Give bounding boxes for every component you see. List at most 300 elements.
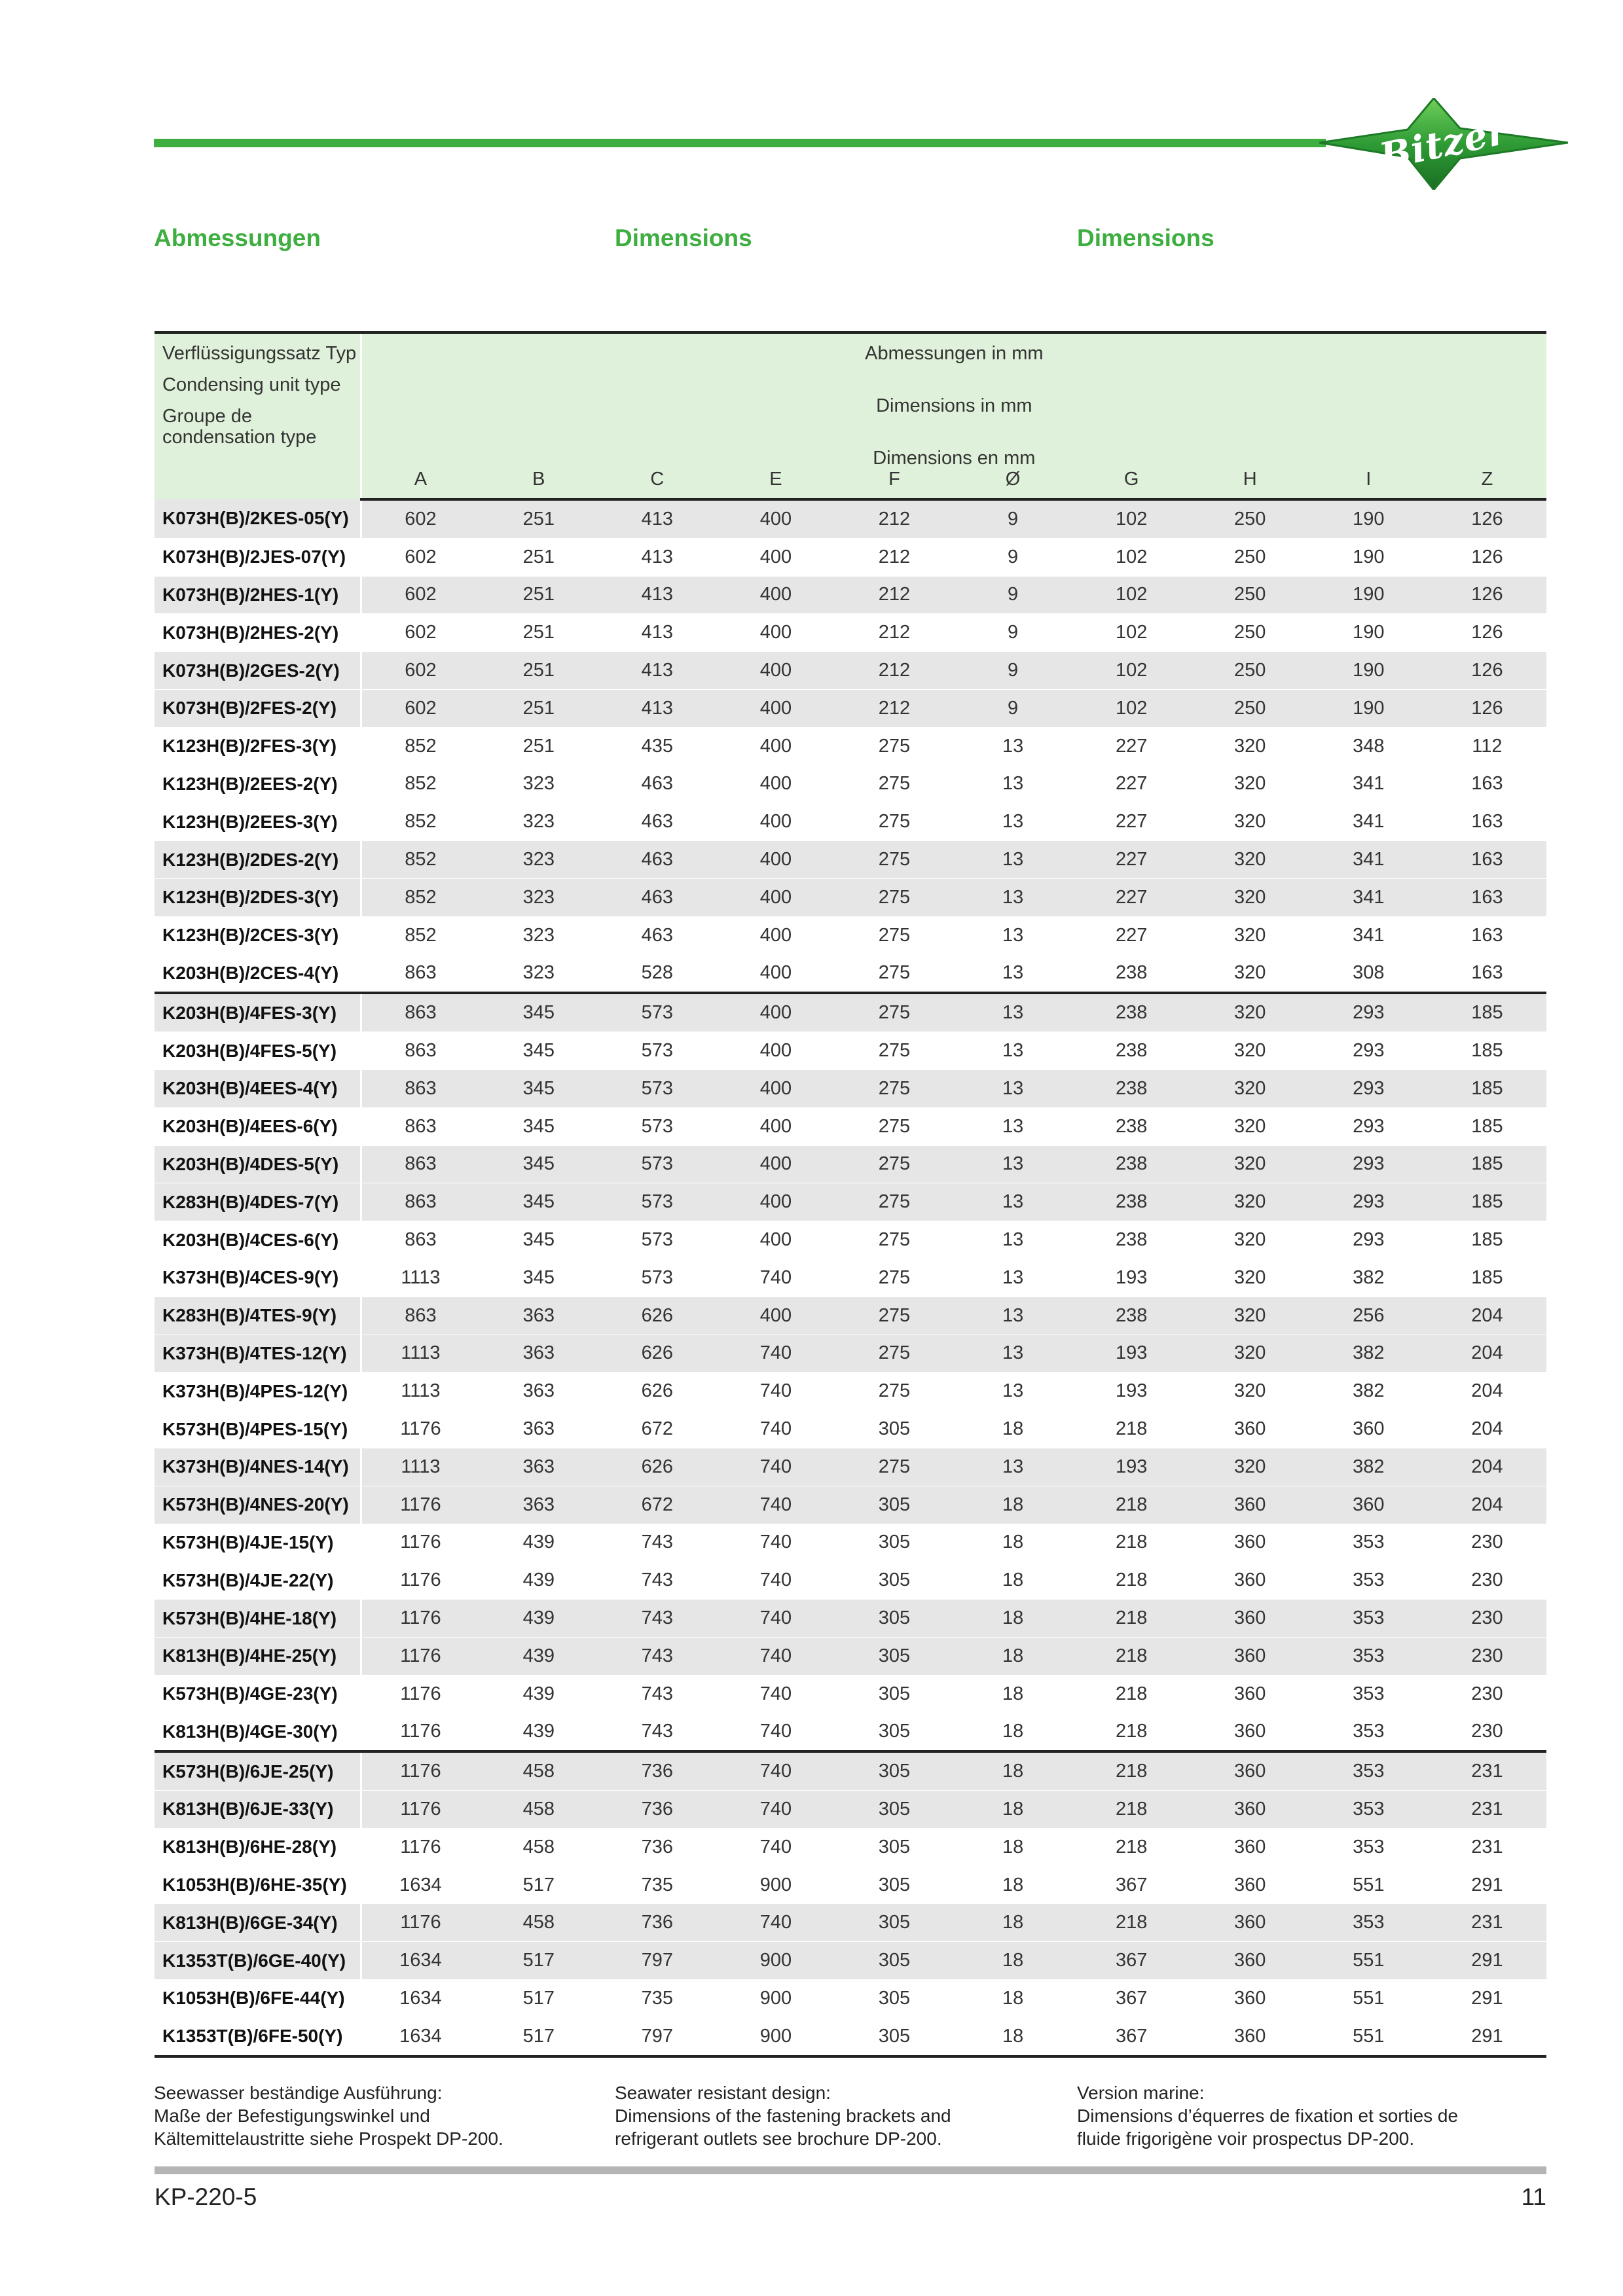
unit-type-cell: K073H(B)/2FES-2(Y) [155,689,361,727]
dimension-cell: 218 [1072,1675,1191,1713]
dimension-cell: 18 [954,1866,1072,1904]
header-green-rule [154,139,1326,147]
table-row [155,1107,1546,1145]
dimension-cell: 305 [835,1562,953,1600]
dimension-cell: 275 [835,1032,953,1070]
dimension-cell: 323 [479,916,598,954]
table-row [155,1069,1546,1107]
dimension-cell: 345 [479,1259,598,1297]
column-header: B [479,469,598,499]
note-english [615,2081,1034,2150]
dimension-cell: 363 [479,1372,598,1410]
type-header-german: Verflüssigungssatz Typ [162,343,357,364]
dimension-cell: 13 [954,1183,1072,1221]
dimension-cell: 573 [598,993,716,1031]
dimension-cell: 413 [598,689,716,727]
type-header-french: Groupe de condensation type [162,406,317,448]
dimension-cell: 1113 [361,1448,479,1486]
dimension-cell: 305 [835,1942,953,1980]
dimension-cell: 275 [835,841,953,879]
dimension-cell: 1176 [361,1791,479,1829]
dimension-cell: 320 [1191,1335,1309,1372]
dimension-cell: 275 [835,1448,953,1486]
dimension-cell: 360 [1191,1828,1309,1866]
dimension-cell: 363 [479,1297,598,1335]
dimension-cell: 900 [716,1980,835,2018]
dimension-cell: 353 [1309,1675,1428,1713]
dimension-cell: 320 [1191,993,1309,1031]
dimension-cell: 345 [479,1069,598,1107]
dimension-cell: 400 [716,1297,835,1335]
dimension-cell: 305 [835,1751,953,1790]
dimension-cell: 439 [479,1600,598,1638]
dimension-cell: 163 [1428,916,1546,954]
dimension-cell: 400 [716,1032,835,1070]
dimension-cell: 18 [954,1791,1072,1829]
dimension-cell: 602 [361,499,479,538]
dimension-cell: 1176 [361,1410,479,1448]
dimension-cell: 863 [361,1145,479,1183]
dimension-cell: 672 [598,1486,716,1524]
dimension-cell: 400 [716,916,835,954]
dimension-cell: 900 [716,1866,835,1904]
dimension-cell: 275 [835,1183,953,1221]
unit-type-cell: K373H(B)/4NES-14(Y) [155,1448,361,1486]
dimension-cell: 863 [361,1069,479,1107]
table-row [155,1486,1546,1524]
dimension-cell: 18 [954,1410,1072,1448]
dimension-cell: 360 [1191,1637,1309,1675]
dimension-cell: 360 [1191,1524,1309,1562]
dimension-cell: 1634 [361,2017,479,2056]
dimension-cell: 740 [716,1751,835,1790]
dimension-cell: 305 [835,1675,953,1713]
dimension-cell: 305 [835,1524,953,1562]
dimension-cell: 320 [1191,878,1309,916]
dimension-cell: 275 [835,765,953,803]
table-row [155,1980,1546,2018]
dimension-cell: 363 [479,1410,598,1448]
unit-type-cell: K203H(B)/4FES-5(Y) [155,1032,361,1070]
dimension-cell: 1176 [361,1524,479,1562]
column-header: E [716,469,835,499]
dimension-cell: 341 [1309,765,1428,803]
unit-type-cell: K573H(B)/6JE-25(Y) [155,1751,361,1790]
logo-wordmark: Bitzer [1376,109,1512,179]
dimension-cell: 320 [1191,954,1309,993]
dimension-cell: 852 [361,878,479,916]
note-line: Dimensions of the fastening brackets and [615,2106,951,2126]
dimension-cell: 18 [954,1904,1072,1942]
unit-type-cell: K073H(B)/2HES-2(Y) [155,614,361,652]
unit-type-cell: K813H(B)/6JE-33(Y) [155,1791,361,1829]
unit-type-cell: K283H(B)/4TES-9(Y) [155,1297,361,1335]
dimension-cell: 230 [1428,1675,1546,1713]
dimension-cell: 13 [954,916,1072,954]
dimension-cell: 305 [835,1791,953,1829]
dimension-cell: 400 [716,576,835,614]
dimension-cell: 400 [716,993,835,1031]
dimension-cell: 112 [1428,727,1546,765]
dimension-cell: 458 [479,1904,598,1942]
dimension-cell: 18 [954,1675,1072,1713]
dimension-cell: 439 [479,1637,598,1675]
dimension-cell: 126 [1428,614,1546,652]
dimension-cell: 463 [598,878,716,916]
dimension-cell: 360 [1191,1751,1309,1790]
dimension-cell: 852 [361,916,479,954]
table-row [155,1562,1546,1600]
dimension-cell: 13 [954,727,1072,765]
table-row [155,1675,1546,1713]
dimension-cell: 863 [361,1183,479,1221]
dimension-cell: 218 [1072,1713,1191,1751]
dimension-cell: 413 [598,576,716,614]
unit-type-cell: K123H(B)/2EES-3(Y) [155,803,361,841]
note-line: refrigerant outlets see brochure DP-200. [615,2128,942,2149]
unit-type-cell: K573H(B)/4JE-22(Y) [155,1562,361,1600]
dimension-cell: 435 [598,727,716,765]
dimension-cell: 400 [716,803,835,841]
dimension-cell: 743 [598,1562,716,1600]
unit-type-cell: K573H(B)/4JE-15(Y) [155,1524,361,1562]
dimension-cell: 291 [1428,2017,1546,2056]
dimension-cell: 204 [1428,1372,1546,1410]
dimension-cell: 345 [479,1183,598,1221]
dimension-cell: 238 [1072,1107,1191,1145]
table-row [155,1032,1546,1070]
dimension-cell: 185 [1428,993,1546,1031]
unit-type-cell: K073H(B)/2GES-2(Y) [155,652,361,690]
table-row [155,916,1546,954]
footer-grey-rule [155,2166,1546,2174]
dimension-header-english: Dimensions in mm [876,395,1032,416]
dimension-cell: 204 [1428,1297,1546,1335]
dimension-cell: 360 [1191,1866,1309,1904]
dimension-cell: 852 [361,803,479,841]
dimension-cell: 320 [1191,1372,1309,1410]
dimension-cell: 626 [598,1297,716,1335]
dimension-cell: 256 [1309,1297,1428,1335]
dimension-cell: 320 [1191,1297,1309,1335]
dimension-cell: 1176 [361,1562,479,1600]
dimension-cell: 573 [598,1259,716,1297]
table-row [155,2017,1546,2056]
table-row [155,803,1546,841]
dimension-cell: 9 [954,614,1072,652]
dimension-cell: 345 [479,1032,598,1070]
dimension-cell: 400 [716,652,835,690]
dimension-cell: 852 [361,841,479,879]
table-row [155,614,1546,652]
dimension-cell: 9 [954,652,1072,690]
dimension-cell: 275 [835,1297,953,1335]
dimension-cell: 238 [1072,1145,1191,1183]
dimension-cell: 360 [1191,1791,1309,1829]
table-row [155,1637,1546,1675]
table-row [155,1372,1546,1410]
dimension-cell: 250 [1191,652,1309,690]
dimension-cell: 573 [598,1032,716,1070]
dimension-cell: 743 [598,1637,716,1675]
dimension-cell: 345 [479,1145,598,1183]
dimension-cell: 251 [479,652,598,690]
dimension-cell: 190 [1309,538,1428,576]
dimension-cell: 305 [835,2017,953,2056]
dimension-cell: 18 [954,1828,1072,1866]
dimension-cell: 230 [1428,1524,1546,1562]
table-row [155,1297,1546,1335]
dimension-cell: 190 [1309,689,1428,727]
dimension-cell: 212 [835,576,953,614]
dimension-cell: 275 [835,1221,953,1259]
heading-english: Dimensions [615,224,752,251]
dimension-cell: 18 [954,2017,1072,2056]
dimension-cell: 320 [1191,1032,1309,1070]
dimension-cell: 193 [1072,1335,1191,1372]
table-row [155,499,1546,538]
unit-type-cell: K073H(B)/2KES-05(Y) [155,499,361,538]
dimension-cell: 863 [361,1107,479,1145]
table-row [155,689,1546,727]
dimension-cell: 320 [1191,727,1309,765]
dimension-cell: 13 [954,878,1072,916]
dimension-cell: 517 [479,1980,598,2018]
dimension-cell: 193 [1072,1372,1191,1410]
unit-type-cell: K573H(B)/4NES-20(Y) [155,1486,361,1524]
dimension-cell: 275 [835,1145,953,1183]
dimension-cell: 190 [1309,614,1428,652]
table-row [155,727,1546,765]
dimension-cell: 360 [1191,1713,1309,1751]
dimension-cell: 345 [479,1107,598,1145]
dimension-cell: 251 [479,576,598,614]
dimension-cell: 238 [1072,1032,1191,1070]
dimension-cell: 400 [716,841,835,879]
dimension-cell: 672 [598,1410,716,1448]
unit-type-cell: K123H(B)/2DES-2(Y) [155,841,361,879]
dimension-cell: 251 [479,499,598,538]
dimension-cell: 13 [954,1335,1072,1372]
dimension-cell: 13 [954,1259,1072,1297]
dimension-cell: 218 [1072,1562,1191,1600]
dimension-cell: 230 [1428,1600,1546,1638]
dimension-cell: 293 [1309,1107,1428,1145]
table-row [155,576,1546,614]
dimension-cell: 204 [1428,1335,1546,1372]
dimension-cell: 735 [598,1866,716,1904]
dimension-cell: 185 [1428,1107,1546,1145]
table-row [155,1866,1546,1904]
dimension-cell: 251 [479,689,598,727]
dimension-cell: 13 [954,1448,1072,1486]
dimension-cell: 227 [1072,841,1191,879]
dimension-cell: 413 [598,652,716,690]
dimension-cell: 363 [479,1486,598,1524]
dimension-cell: 305 [835,1637,953,1675]
dimension-cell: 573 [598,1107,716,1145]
dimension-cell: 126 [1428,652,1546,690]
dimension-cell: 463 [598,916,716,954]
dimension-cell: 275 [835,1069,953,1107]
dimension-cell: 852 [361,765,479,803]
dimension-cell: 230 [1428,1562,1546,1600]
unit-type-cell: K203H(B)/2CES-4(Y) [155,954,361,993]
column-header: H [1191,469,1309,499]
dimension-cell: 320 [1191,1221,1309,1259]
dimension-cell: 9 [954,538,1072,576]
dimension-cell: 1634 [361,1980,479,2018]
dimension-cell: 400 [716,1221,835,1259]
dimension-cell: 238 [1072,954,1191,993]
dimension-cell: 400 [716,878,835,916]
dimension-cell: 193 [1072,1259,1191,1297]
dimension-cell: 305 [835,1980,953,2018]
note-line: Dimensions d’équerres de fixation et sorties de [1077,2106,1459,2126]
dimension-cell: 18 [954,1942,1072,1980]
dimension-cell: 231 [1428,1904,1546,1942]
dimension-cell: 353 [1309,1828,1428,1866]
dimension-cell: 231 [1428,1791,1546,1829]
dimension-cell: 463 [598,765,716,803]
dimension-cell: 230 [1428,1713,1546,1751]
unit-type-cell: K1353T(B)/6FE-50(Y) [155,2017,361,2056]
dimension-cell: 320 [1191,1448,1309,1486]
table-row [155,1183,1546,1221]
dimension-cell: 323 [479,841,598,879]
dimension-cell: 740 [716,1410,835,1448]
dimension-cell: 439 [479,1524,598,1562]
dimension-cell: 204 [1428,1448,1546,1486]
dimension-cell: 238 [1072,1221,1191,1259]
dimension-cell: 740 [716,1486,835,1524]
dimension-cell: 323 [479,954,598,993]
dimension-cell: 743 [598,1713,716,1751]
dimension-cell: 1113 [361,1372,479,1410]
column-header: I [1309,469,1428,499]
dimension-cell: 227 [1072,765,1191,803]
dimension-cell: 573 [598,1069,716,1107]
dimension-cell: 341 [1309,803,1428,841]
dimension-cell: 360 [1191,1942,1309,1980]
table-row [155,765,1546,803]
unit-type-cell: K073H(B)/2JES-07(Y) [155,538,361,576]
dimension-cell: 863 [361,1297,479,1335]
unit-type-cell: K573H(B)/4PES-15(Y) [155,1410,361,1448]
dimension-cell: 439 [479,1562,598,1600]
unit-type-cell: K203H(B)/4DES-5(Y) [155,1145,361,1183]
dimension-cell: 102 [1072,652,1191,690]
unit-type-cell: K123H(B)/2DES-3(Y) [155,878,361,916]
dimension-cell: 528 [598,954,716,993]
dimension-cell: 345 [479,1221,598,1259]
dimension-cell: 360 [1191,1486,1309,1524]
dimension-cell: 736 [598,1828,716,1866]
dimension-cell: 212 [835,499,953,538]
table-row [155,1145,1546,1183]
note-line: fluide frigorigène voir prospectus DP-200. [1077,2128,1415,2149]
dimension-cell: 320 [1191,1183,1309,1221]
dimension-cell: 13 [954,841,1072,879]
dimension-cell: 463 [598,803,716,841]
dimension-cell: 250 [1191,614,1309,652]
dimension-cell: 863 [361,1032,479,1070]
table-row [155,841,1546,879]
dimension-cell: 367 [1072,1942,1191,1980]
dimension-cell: 1634 [361,1942,479,1980]
dimension-cell: 348 [1309,727,1428,765]
dimension-cell: 126 [1428,689,1546,727]
column-header: G [1072,469,1191,499]
dimension-cell: 13 [954,1297,1072,1335]
unit-type-cell: K373H(B)/4CES-9(Y) [155,1259,361,1297]
table-row [155,1904,1546,1942]
dimension-cell: 382 [1309,1259,1428,1297]
dimension-cell: 9 [954,499,1072,538]
dimension-cell: 163 [1428,803,1546,841]
dimension-cell: 218 [1072,1524,1191,1562]
dimension-cell: 626 [598,1372,716,1410]
table-row [155,1942,1546,1980]
table-row [155,1751,1546,1790]
dimension-cell: 230 [1428,1637,1546,1675]
dimension-cell: 740 [716,1713,835,1751]
dimension-cell: 551 [1309,2017,1428,2056]
dimension-cell: 102 [1072,499,1191,538]
dimension-cell: 275 [835,803,953,841]
dimension-cell: 1176 [361,1486,479,1524]
dimension-cell: 291 [1428,1980,1546,2018]
dimension-cell: 400 [716,614,835,652]
dimension-cell: 305 [835,1904,953,1942]
unit-type-cell: K123H(B)/2EES-2(Y) [155,765,361,803]
dimension-cell: 250 [1191,499,1309,538]
heading-german: Abmessungen [154,224,321,251]
dimension-cell: 190 [1309,576,1428,614]
dimension-cell: 353 [1309,1524,1428,1562]
dimension-cell: 320 [1191,916,1309,954]
note-line: Maße der Befestigungswinkel und [154,2106,430,2126]
dimension-cell: 400 [716,689,835,727]
dimension-cell: 740 [716,1448,835,1486]
dimension-cell: 212 [835,538,953,576]
dimension-cell: 367 [1072,2017,1191,2056]
dimension-cell: 275 [835,727,953,765]
note-german [154,2081,573,2150]
dimension-cell: 439 [479,1675,598,1713]
dimension-cell: 602 [361,538,479,576]
dimension-cell: 185 [1428,1069,1546,1107]
dimension-cell: 13 [954,1032,1072,1070]
dimension-cell: 367 [1072,1980,1191,2018]
dimension-cell: 163 [1428,954,1546,993]
dimension-cell: 517 [479,2017,598,2056]
dimension-cell: 218 [1072,1751,1191,1790]
dimension-cell: 863 [361,993,479,1031]
unit-type-cell: K573H(B)/4HE-18(Y) [155,1600,361,1638]
page-number: 11 [1521,2183,1546,2210]
dimension-cell: 551 [1309,1942,1428,1980]
dimension-cell: 227 [1072,727,1191,765]
dimensions-table [155,331,1546,2058]
dimension-cell: 275 [835,1372,953,1410]
dimension-cell: 13 [954,765,1072,803]
dimension-cell: 360 [1191,1600,1309,1638]
dimension-cell: 190 [1309,499,1428,538]
dimension-cell: 345 [479,993,598,1031]
column-header: F [835,469,953,499]
dimension-cell: 218 [1072,1600,1191,1638]
